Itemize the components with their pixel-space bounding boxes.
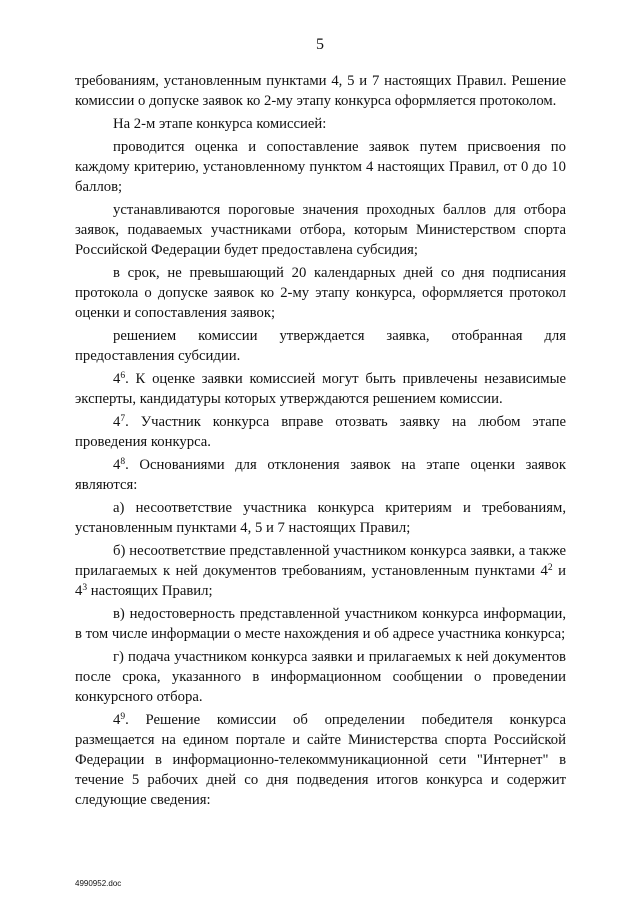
paragraph-clause-4-7 (75, 412, 566, 452)
paragraph-clause-4-6 (75, 369, 566, 409)
clause-superscript: 7 (120, 414, 126, 424)
paragraph-continuation: требованиям, установленным пунктами 4, 5 и 7 настоящих Правил. Решение комиссии о допуске заявок ко 2-му этапу конкурса оформляется протоколом. (75, 73, 566, 109)
clause-number: 4 (113, 414, 121, 430)
paragraph-stage-two-intro: На 2-м этапе конкурса комиссией: (113, 116, 327, 132)
paragraph-evaluation: проводится оценка и сопоставление заявок путем присвоения по каждому критерию, установленному пунктом 4 настоящих Правил, от 0 до 10 баллов; (75, 139, 566, 195)
clause-superscript: 9 (120, 712, 126, 722)
list-item-a: а) несоответствие участника конкурса критериям и требованиям, установленным пунктами 4, 5 и 7 настоящих Правил; (75, 500, 566, 536)
clause-number: 4 (113, 371, 121, 387)
document-body (75, 71, 566, 813)
list-item-superscript: 3 (82, 583, 88, 593)
list-item-text: настоящих Правил; (87, 583, 213, 599)
clause-text: . Основаниями для отклонения заявок на этапе оценки заявок являются: (75, 457, 566, 493)
list-item-superscript: 2 (547, 563, 553, 573)
clause-text: . Решение комиссии об определении победителя конкурса размещается на едином портале и сайте Министерства спорта Российской Федерации в информационно-телекоммуникационной сети "Интернет" в течение 5 рабочих дней со дня подведения итогов конкурса и содержит следующие сведения: (75, 712, 566, 808)
list-item-v: в) недостоверность представленной участником конкурса информации, в том числе информации о месте нахождения и об адресе участника конкурса; (75, 606, 566, 642)
list-item-b (75, 541, 566, 601)
list-item-text: и 4 (75, 563, 566, 599)
list-item-g: г) подача участником конкурса заявки и прилагаемых к ней документов после срока, указанного в информационном сообщении о проведении конкурсного отбора. (75, 649, 566, 705)
page-number: 5 (316, 36, 324, 53)
clause-superscript: 6 (120, 371, 126, 381)
footer-filename: 4990952.doc (75, 879, 122, 888)
paragraph-approval: решением комиссии утверждается заявка, отобранная для предоставления субсидии. (75, 328, 566, 364)
clause-number: 4 (113, 457, 121, 473)
paragraph-deadline: в срок, не превышающий 20 календарных дней со дня подписания протокола о допуске заявок ко 2-му этапу конкурса, оформляется протокол оценки и сопоставления заявок; (75, 265, 566, 321)
clause-superscript: 8 (120, 457, 126, 467)
paragraph-clause-4-8 (75, 455, 566, 495)
paragraph-clause-4-9 (75, 710, 566, 810)
list-item-text: б) несоответствие представленной участником конкурса заявки, а также прилагаемых к ней документов требованиям, установленным пунктами 4 (75, 543, 566, 579)
clause-text: . К оценке заявки комиссией могут быть привлечены независимые эксперты, кандидатуры которых утверждаются решением комиссии. (75, 371, 566, 407)
clause-text: . Участник конкурса вправе отозвать заявку на любом этапе проведения конкурса. (75, 414, 566, 450)
clause-number: 4 (113, 712, 121, 728)
paragraph-threshold: устанавливаются пороговые значения проходных баллов для отбора заявок, подаваемых участниками отбора, которым Министерством спорта Российской Федерации будет предоставлена субсидия; (75, 202, 566, 258)
